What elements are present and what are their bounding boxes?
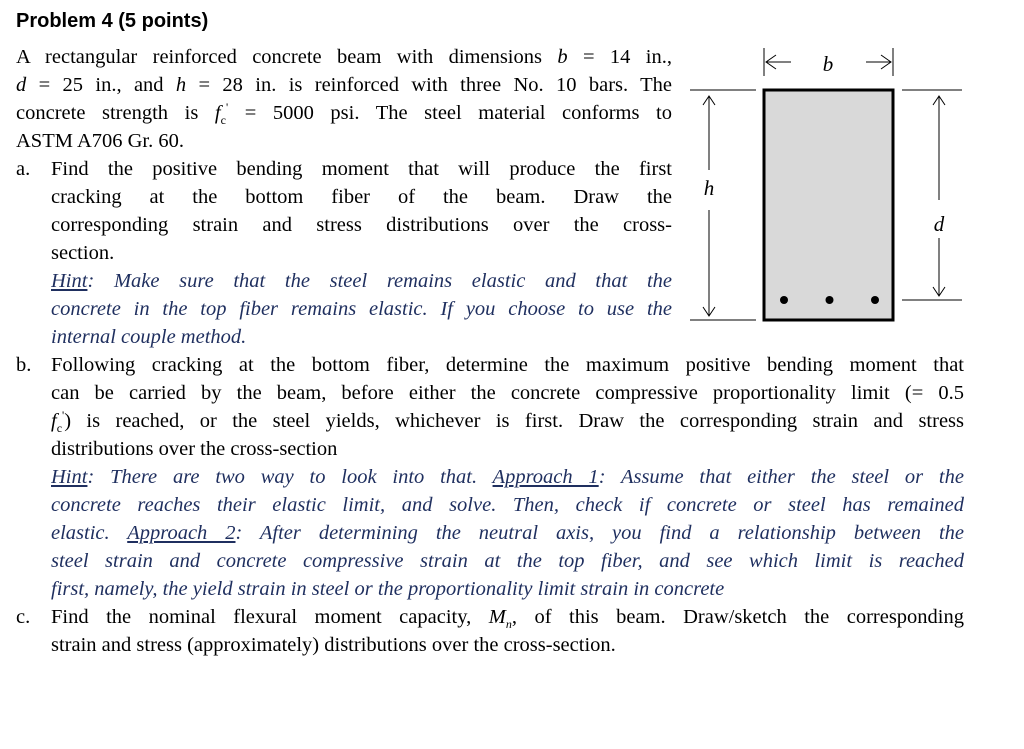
hint-label: Hint (51, 466, 88, 488)
symbol-fc: f (51, 410, 57, 432)
part-b-hint-line: steel strain and concrete compressive strain at the top fiber, and see which limit is reached (51, 550, 964, 572)
statement-text: = 25 in., and (26, 74, 176, 96)
part-b-line (51, 407, 964, 435)
statement-line-4: ASTM A706 Gr. 60. (16, 130, 185, 152)
part-a-line: section. (51, 242, 115, 264)
symbol-mn-subscript: n (505, 617, 512, 631)
part-b-line: can be carried by the beam, before either the concrete compressive proportionality limit (= 0.5 (51, 382, 964, 404)
part-a-hint-line: concrete in the top fiber remains elastic. If you choose to use the (51, 298, 672, 320)
part-a-marker: a. (16, 158, 31, 180)
problem-statement (16, 43, 672, 155)
part-b-hint-line: first, namely, the yield strain in steel or the proportionality limit strain in concrete (51, 578, 725, 600)
approach-1-label: Approach 1 (492, 466, 599, 488)
symbol-d: d (16, 74, 27, 96)
part-c-text: , of this beam. Draw/sketch the corresponding (511, 606, 964, 628)
part-a-hint-line (51, 267, 672, 295)
problem-title: Problem 4 (5 points) (16, 10, 209, 32)
statement-text: concrete strength is (16, 102, 215, 124)
part-c-line: strain and stress (approximately) distributions over the cross-section. (51, 634, 616, 656)
part-b-text: ) is reached, or the steel yields, whichever is first. Draw the corresponding strain and stress (64, 410, 964, 432)
hint-text: : Assume that either the steel or the (598, 466, 964, 488)
label-d: d (933, 212, 945, 236)
part-a-hint-line: internal couple method. (51, 326, 247, 348)
hint-text: : There are two way to look into that. (87, 466, 493, 488)
part-b-hint-line (51, 519, 964, 547)
label-b: b (822, 52, 834, 76)
part-c-text: Find the nominal flexural moment capacity, (51, 606, 489, 628)
rebar-dot (826, 296, 834, 304)
beam-section (764, 90, 893, 320)
symbol-mn: M (488, 606, 506, 628)
rebar-dot (871, 296, 879, 304)
symbol-fc-subscript: c (220, 113, 226, 127)
label-h: h (703, 176, 715, 200)
part-b-line: distributions over the cross-section (51, 438, 338, 460)
rebar-dot (780, 296, 788, 304)
symbol-fc-prime: ' (225, 100, 229, 115)
statement-line-3 (16, 99, 672, 127)
part-b-hint-line: concrete reaches their elastic limit, and solve. Then, check if concrete or steel has remained (51, 494, 964, 516)
part-c-line (51, 603, 964, 631)
hint-text: elastic. (51, 522, 128, 544)
statement-text: = 28 in. is reinforced with three No. 10 bars. The (186, 74, 672, 96)
statement-line-2 (16, 71, 672, 99)
symbol-fc-prime: ' (62, 408, 65, 423)
symbol-fc-subscript: c (56, 421, 63, 435)
part-a-line: cracking at the bottom fiber of the beam. Draw the (51, 186, 672, 208)
hint-text: : After determining the neutral axis, you find a relationship between the (235, 522, 964, 544)
statement-text: = 5000 psi. The steel material conforms to (228, 102, 672, 124)
symbol-b: b (557, 46, 568, 68)
statement-text: = 14 in., (567, 46, 672, 68)
part-a-line: Find the positive bending moment that will produce the first (51, 158, 672, 180)
symbol-h: h (175, 74, 187, 96)
part-c-marker: c. (16, 606, 31, 628)
hint-text: : Make sure that the steel remains elastic and that the (87, 270, 672, 292)
hint-label: Hint (51, 270, 88, 292)
statement-line-1 (16, 43, 672, 71)
approach-2-label: Approach 2 (127, 522, 236, 544)
symbol-fc: f (214, 102, 221, 124)
part-b-hint-line (51, 463, 964, 491)
part-b-marker: b. (16, 354, 32, 376)
beam-cross-section-figure (688, 40, 968, 330)
part-b-line: Following cracking at the bottom fiber, determine the maximum positive bending moment that (51, 354, 964, 376)
part-a-line: corresponding strain and stress distributions over the cross- (51, 214, 672, 236)
statement-text: A rectangular reinforced concrete beam with dimensions (16, 46, 558, 68)
